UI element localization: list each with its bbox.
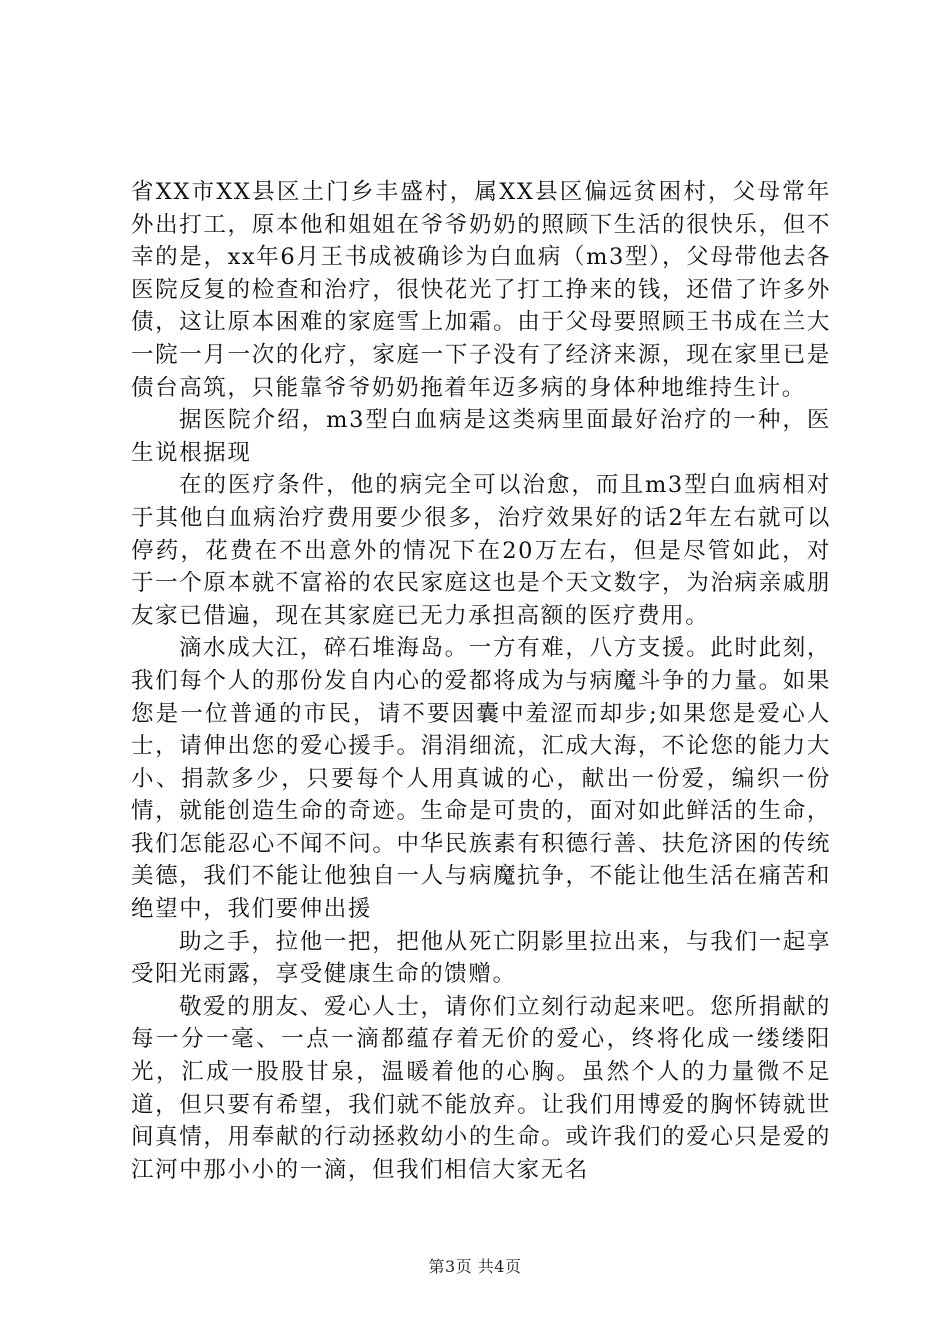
paragraph: 助之手，拉他一把，把他从死亡阴影里拉出来，与我们一起享受阳光雨露，享受健康生命的馈赠。: [131, 928, 831, 988]
paragraph: 省XX市XX县区土门乡丰盛村，属XX县区偏远贫困村，父母常年外出打工，原本他和姐姐在爷爷奶奶的照顾下生活的很快乐，但不幸的是，xx年6月王书成被确诊为白血病（m3型），父母带他去各医院反复的检查和治疗，很快花光了打工挣来的钱，还借了许多外债，这让原本困难的家庭雪上加霜。由于父母要照顾王书成在兰大一院一月一次的化疗，家庭一下子没有了经济来源，现在家里已是债台高筑，只能靠爷爷奶奶拖着年迈多病的身体种地维持生计。: [131, 179, 831, 401]
paragraph: 滴水成大江，碎石堆海岛。一方有难，八方支援。此时此刻，我们每个人的那份发自内心的爱都将成为与病魔斗争的力量。如果您是一位普通的市民，请不要因囊中羞涩而却步;如果您是爱心人士，请伸出您的爱心援手。涓涓细流，汇成大海，不论您的能力大小、捐款多少，只要每个人用真诚的心，献出一份爱，编织一份情，就能创造生命的奇迹。生命是可贵的，面对如此鲜活的生命，我们怎能忍心不闻不问。中华民族素有积德行善、扶危济困的传统美德，我们不能让他独自一人与病魔抗争，不能让他生活在痛苦和绝望中，我们要伸出援: [131, 635, 831, 923]
body-text: [131, 176, 831, 1186]
page-number-footer: 第3页 共4页: [428, 1257, 522, 1276]
paragraph: 敬爱的朋友、爱心人士，请你们立刻行动起来吧。您所捐献的每一分一毫、一点一滴都蕴存着无价的爱心，终将化成一缕缕阳光，汇成一股股甘泉，温暖着他的心胸。虽然个人的力量微不足道，但只要有希望，我们就不能放弃。让我们用博爱的胸怀铸就世间真情，用奉献的行动拯救幼小的生命。或许我们的爱心只是爱的江河中那小小的一滴，但我们相信大家无名: [131, 993, 831, 1183]
paragraph: 在的医疗条件，他的病完全可以治愈，而且m3型白血病相对于其他白血病治疗费用要少很多，治疗效果好的话2年左右就可以停药，花费在不出意外的情况下在20万左右，但是尽管如此，对于一个原本就不富裕的农民家庭这也是个天文数字，为治病亲戚朋友家已借遍，现在其家庭已无力承担高额的医疗费用。: [131, 472, 831, 629]
paragraph: 据医院介绍，m3型白血病是这类病里面最好治疗的一种，医生说根据现: [131, 407, 831, 466]
